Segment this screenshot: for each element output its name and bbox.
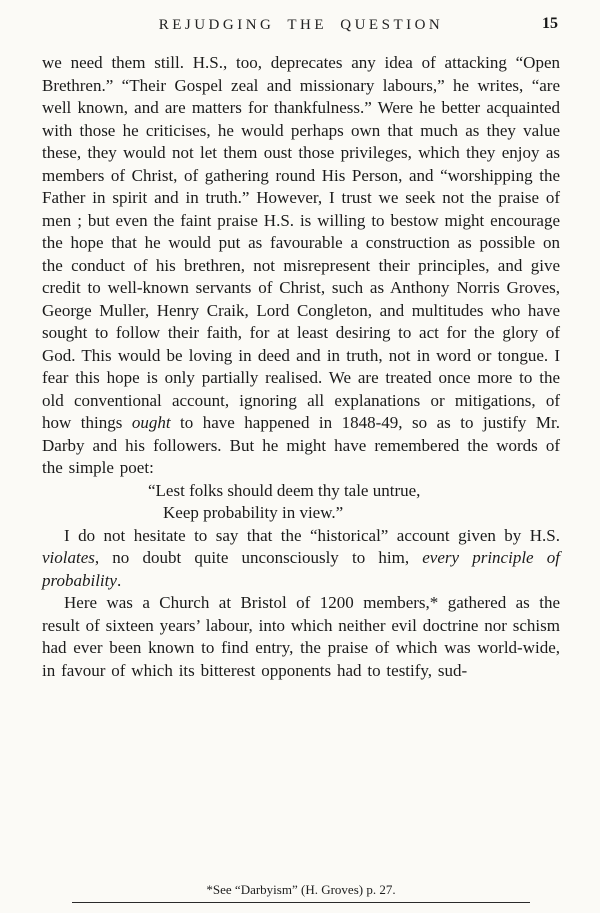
paragraph [42, 525, 560, 593]
bottom-rule [72, 902, 530, 903]
text-run: we need them still. H.S., too, deprecates any idea of attacking “Open Brethren.” “Their Gospel zeal and missionary labours,” he writes, “are well known, and are matters for thankfulness.” Were he better acquainted with those he criticises, he would perhaps own that much as they value these, they would not let them oust those privileges, which they enjoy as members of Christ, of gathering round His Person, and “worshipping the Father in spirit and in truth.” However, I trust we seek not the praise of men ; but even the faint praise H.S. is willing to bestow might encourage the hope that he would put as favourable a construction as possible on the conduct of his brethren, not misrepresent their principles, and give credit to well-known servants of Christ, such as Anthony Norris Groves, George Muller, Henry Craik, Lord Congleton, and multitudes who have sought to follow their faith, for at least desiring to act for the glory of God. This would be loving in deed and in truth, not in word or tongue. I fear this hope is only partially realised. We are treated once more to the old conventional account, ignoring all explanations or mitigations, of how things [42, 53, 560, 432]
page-body [42, 52, 560, 682]
paragraph [42, 52, 560, 480]
verse-line: “Lest folks should deem thy tale untrue, [148, 480, 421, 500]
text-run: Here was a Church at Bristol of 1200 members,* gathered as the result of sixteen years’ labour, into which neither evil doctrine nor schism had ever been known to find entry, the praise of which was world-wide, in favour of which its bitterest opponents had to testify, sud- [42, 593, 560, 680]
running-title: REJUDGING THE QUESTION [158, 17, 444, 33]
page-footer [42, 882, 560, 903]
verse-quote [148, 480, 560, 525]
page-header [42, 16, 560, 40]
italic-text-run: every principle of probability [42, 548, 560, 590]
text-run: , no doubt quite unconsciously to him, [94, 548, 423, 567]
text-run: . [116, 570, 122, 590]
page-number: 15 [542, 15, 558, 32]
footnote: *See “Darbyism” (H. Groves) p. 27. [206, 882, 396, 897]
verse-line: Keep probability in view.” [163, 503, 344, 522]
paragraph [42, 592, 560, 682]
italic-text-run: ought [131, 413, 171, 432]
text-run: I do not hesitate to say that the “historical” account given by H.S. [64, 525, 560, 545]
text-run: to have happened in 1848-49, so as to justify Mr. Darby and his followers. But he might have remembered the words of the simple poet: [42, 413, 560, 477]
italic-text-run: violates [42, 548, 95, 567]
